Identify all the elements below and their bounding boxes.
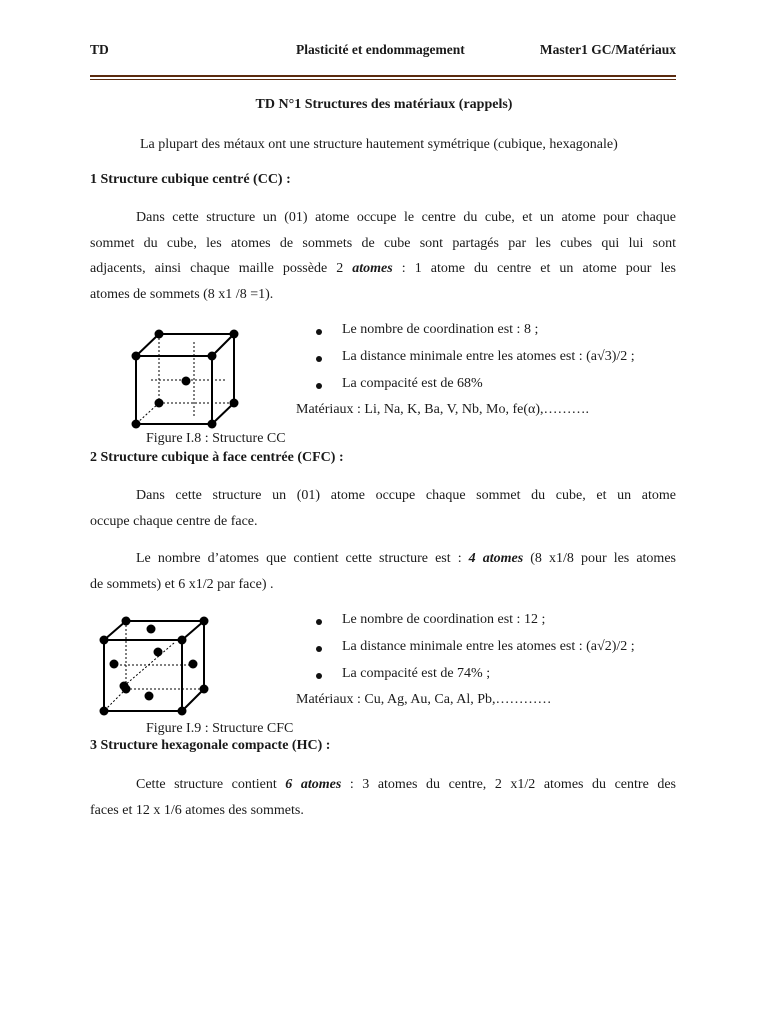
cc-corner-atom (230, 330, 239, 339)
cfc-corner-atom (100, 707, 109, 716)
cfc-corner-atom (200, 685, 209, 694)
cfc-corner-atom (122, 617, 131, 626)
cc-edge (212, 403, 234, 424)
cc-corner-atom (230, 399, 239, 408)
hc-atomes-emphasis: 6 atomes (285, 777, 342, 792)
header-left: TD (90, 42, 109, 57)
cfc-face-atom (145, 692, 154, 701)
cfc-atomes-emphasis: 4 atomes (468, 551, 524, 566)
cc-corner-atom (132, 420, 141, 429)
cfc-para1-line1: Dans cette structure un (01) atome occupe chaque sommet du cube, et un atome (136, 488, 676, 503)
cc-hidden-edge (136, 403, 159, 424)
cc-edge (212, 334, 234, 356)
cfc-bullet-compacity: La compacité est de 74% ; (342, 666, 491, 681)
cfc-materials: Matériaux : Cu, Ag, Au, Ca, Al, Pb,………… (296, 692, 552, 707)
cfc-corner-atom (178, 707, 187, 716)
cc-structure-figure (126, 322, 252, 432)
cfc-edge (182, 689, 204, 711)
bullet-dot (316, 646, 322, 652)
cfc-face-atom (110, 660, 119, 669)
cfc-corner-atom (100, 636, 109, 645)
figure-caption-cfc: Figure I.9 : Structure CFC (146, 721, 294, 736)
cc-center-atom (182, 377, 191, 386)
figure-caption-cc: Figure I.8 : Structure CC (146, 431, 286, 446)
bullet-dot (316, 673, 322, 679)
section-cfc-heading: 2 Structure cubique à face centrée (CFC) : (90, 450, 344, 465)
cc-materials: Matériaux : Li, Na, K, Ba, V, Nb, Mo, fe(α),………. (296, 402, 589, 417)
hc-para-line2: faces et 12 x 1/6 atomes des sommets. (90, 802, 304, 818)
cfc-para1-line2: occupe chaque centre de face. (90, 513, 258, 529)
hc-para-line1: Cette structure contient 6 atomes : 3 atomes du centre, 2 x1/2 atomes du centre des (136, 777, 676, 792)
cfc-face-atom (120, 682, 129, 691)
bullet-dot (316, 619, 322, 625)
cfc-center-axis (124, 643, 174, 686)
cfc-face-atom (189, 660, 198, 669)
cc-para-line2: sommet du cube, les atomes de sommets de cube sont partagés par les cubes qui lui sont (90, 235, 676, 251)
cc-edge (136, 334, 159, 356)
header-center: Plasticité et endommagement (296, 42, 465, 57)
cc-bullet-coordination: Le nombre de coordination est : 8 ; (342, 322, 539, 337)
cc-bullet-compacity: La compacité est de 68% (342, 376, 483, 391)
cfc-structure-figure (94, 610, 214, 720)
cfc-para2-line1: Le nombre d’atomes que contient cette structure est : 4 atomes (8 x1/8 pour les atomes (136, 551, 676, 566)
cfc-face-atom (147, 625, 156, 634)
cfc-bullet-coordination: Le nombre de coordination est : 12 ; (342, 612, 546, 627)
cfc-face-atom (154, 648, 163, 657)
cfc-corner-atom (200, 617, 209, 626)
bullet-dot (316, 383, 322, 389)
cfc-corner-atom (178, 636, 187, 645)
cfc-hidden-edge (104, 689, 126, 711)
header-rule-thin (90, 79, 676, 80)
page-title: TD N°1 Structures des matériaux (rappels) (255, 97, 513, 112)
cc-corner-atom (155, 330, 164, 339)
section-hc-heading: 3 Structure hexagonale compacte (HC) : (90, 738, 331, 753)
cfc-bullet-distance: La distance minimale entre les atomes est : (a√2)/2 ; (342, 639, 635, 654)
header-right: Master1 GC/Matériaux (539, 42, 676, 57)
cc-para-line3: adjacents, ainsi chaque maille possède 2 atomes : 1 atome du centre et un atome pour les (90, 261, 676, 276)
cc-corner-atom (208, 352, 217, 361)
section-cc-heading: 1 Structure cubique centré (CC) : (90, 172, 291, 187)
cc-para-line4: atomes de sommets (8 x1 /8 =1). (90, 286, 274, 302)
cc-corner-atom (208, 420, 217, 429)
cc-corner-atom (155, 399, 164, 408)
cc-corner-atom (132, 352, 141, 361)
cc-atomes-emphasis: atomes (352, 261, 393, 276)
intro-text: La plupart des métaux ont une structure hautement symétrique (cubique, hexagonale) (140, 137, 618, 152)
cc-bullet-distance: La distance minimale entre les atomes est : (a√3)/2 ; (342, 349, 635, 364)
cfc-front-face (104, 640, 182, 711)
cfc-para2-line2: de sommets) et 6 x1/2 par face) . (90, 576, 274, 592)
cc-para-line1: Dans cette structure un (01) atome occupe le centre du cube, et un atome pour chaque (136, 210, 676, 225)
bullet-dot (316, 329, 322, 335)
header-rule-thick (90, 75, 676, 77)
cc-front-face (136, 356, 212, 424)
bullet-dot (316, 356, 322, 362)
